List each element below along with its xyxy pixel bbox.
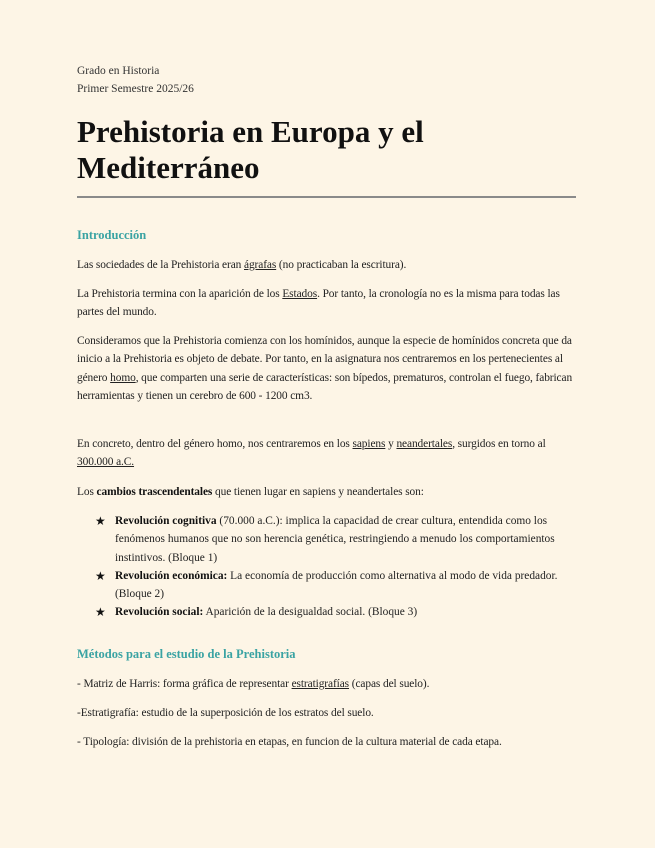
list-item: ★ Revolución social: Aparición de la desigualdad social. (Bloque 3) (77, 603, 582, 621)
paragraph-sapiens: En concreto, dentro del género homo, nos centraremos en los sapiens y neandertales, surgidos en torno al 300.000 a.C. (77, 438, 546, 469)
degree-label: Grado en Historia (77, 65, 160, 77)
star-icon: ★ (95, 568, 106, 583)
underlined-term: homo (110, 371, 136, 384)
title-divider (77, 196, 576, 198)
underlined-term: estratigrafías (291, 678, 350, 690)
underlined-term: ágrafas (244, 259, 277, 271)
paragraph-agrafas: Las sociedades de la Prehistoria eran ágrafas (no practicaban la escritura). (77, 259, 407, 271)
list-item: ★ Revolución cognitiva (70.000 a.C.): implica la capacidad de crear cultura, entendida como los fenómenos humanos que no son herencia genética, restringiendo a menudo los comportamientos instintivos. (Bloque 1) (95, 514, 555, 564)
section-heading-metodos: Métodos para el estudio de la Prehistoria (77, 647, 296, 661)
star-icon: ★ (95, 605, 106, 620)
paragraph-hominidos: Consideramos que la Prehistoria comienza con los homínidos, aunque la especie de homínidos concreta que da inicio a la Prehistoria es objeto de debate. Por tanto, en la asignatura nos centraremos en los pertenecientes al género homo, que comparten una serie de características: son bípedos, prematuros, controlan el fuego, fabrican herramientas y tienen un cerebro de 600 - 1200 cm3. (77, 335, 573, 402)
paragraph-estratigrafia: -Estratigrafía: estudio de la superposición de los estratos del suelo. (77, 707, 374, 719)
list-item: ★ Revolución económica: La economía de producción como alternativa al modo de vida predador. (Bloque 2) (95, 568, 558, 601)
document-meta (77, 62, 194, 98)
section-heading-introduccion: Introducción (77, 228, 147, 242)
paragraph-tipologia: - Tipología: división de la prehistoria en etapas, en funcion de la cultura material de cada etapa. (77, 736, 502, 748)
underlined-term: 300.000 a.C. (77, 456, 135, 469)
page-title: Prehistoria en Europa y el Mediterráneo (77, 114, 424, 185)
paragraph-harris: - Matriz de Harris: forma gráfica de representar estratigrafías (capas del suelo). (77, 678, 430, 690)
paragraph-estados: La Prehistoria termina con la aparición de los Estados. Por tanto, la cronología no es la misma para todas las partes del mundo. (77, 288, 560, 319)
paragraph-cambios: Los cambios trascendentales que tienen lugar en sapiens y neandertales son: (77, 486, 424, 498)
semester-label: Primer Semestre 2025/26 (77, 83, 194, 95)
star-icon: ★ (95, 514, 106, 528)
underlined-term: sapiens (352, 438, 386, 450)
underlined-term: neandertales (396, 438, 453, 450)
revolutions-list (77, 512, 582, 622)
underlined-term: Estados (282, 288, 318, 300)
